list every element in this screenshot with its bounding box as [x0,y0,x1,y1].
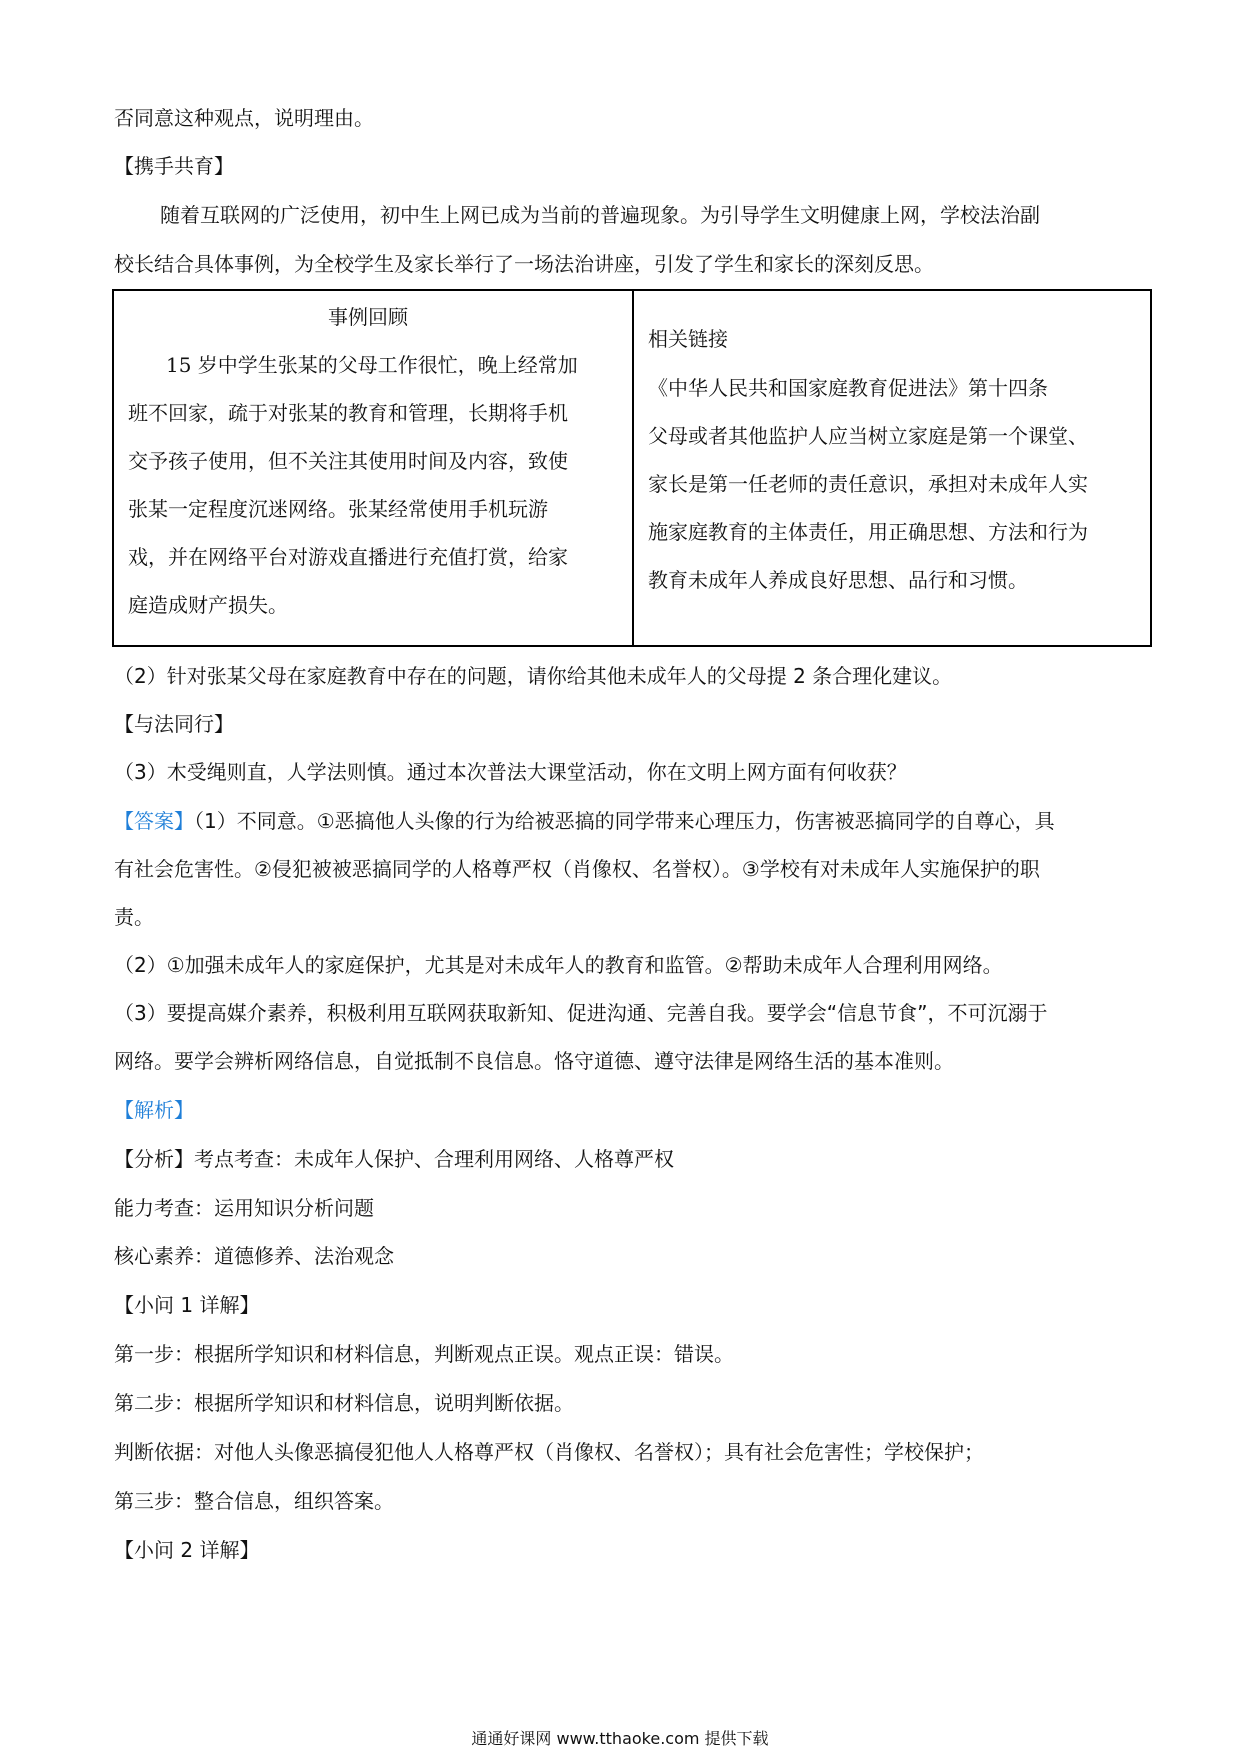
case-review-title: 事例回顾 [328,305,408,329]
section-heading-together: 【携手共育】 [114,154,234,178]
answer-line-1 [114,807,1055,835]
related-link-line: 父母或者其他监护人应当树立家庭是第一个课堂、 [648,424,1088,448]
question-3: （3）木受绳则直，人学法则慎。通过本次普法大课堂活动，你在文明上网方面有何收获？ [114,760,907,784]
related-link-title: 相关链接 [648,327,728,351]
case-review-cell [113,290,633,646]
related-link-line: 家长是第一任老师的责任意识，承担对未成年人实 [648,472,1088,496]
answer-line: 责。 [114,905,154,929]
related-link-line: 教育未成年人养成良好思想、品行和习惯。 [648,568,1028,592]
analysis-line: 第三步：整合信息，组织答案。 [114,1489,394,1513]
case-review-line: 庭造成财产损失。 [128,593,288,617]
together-paragraph-line: 随着互联网的广泛使用，初中生上网已成为当前的普遍现象。为引导学生文明健康上网，学校法治副 [160,203,1040,227]
section-heading-law: 【与法同行】 [114,712,234,736]
answer-text: （1）不同意。①恶搞他人头像的行为给被恶搞的同学带来心理压力，伤害被恶搞同学的自尊心，具 [194,809,1055,833]
case-table [112,289,1152,647]
analysis-line: 【小问 1 详解】 [114,1293,260,1317]
related-link-line: 《中华人民共和国家庭教育促进法》第十四条 [648,376,1048,400]
analysis-line: 【小问 2 详解】 [114,1538,260,1562]
answer-line: 网络。要学会辨析网络信息，自觉抵制不良信息。恪守道德、遵守法律是网络生活的基本准则。 [114,1049,954,1073]
answer-label: 【答案】 [114,809,194,833]
analysis-label: 【解析】 [114,1098,194,1122]
analysis-line: 核心素养：道德修养、法治观念 [114,1244,394,1268]
analysis-line: 第一步：根据所学知识和材料信息，判断观点正误。观点正误：错误。 [114,1342,734,1366]
analysis-line: 【分析】考点考查：未成年人保护、合理利用网络、人格尊严权 [114,1147,674,1171]
analysis-line: 判断依据：对他人头像恶搞侵犯他人人格尊严权（肖像权、名誉权）；具有社会危害性；学校保护； [114,1440,984,1464]
case-review-line: 15 岁中学生张某的父母工作很忙，晚上经常加 [166,353,578,377]
case-review-line: 班不回家，疏于对张某的教育和管理，长期将手机 [128,401,568,425]
answer-line: 有社会危害性。②侵犯被被恶搞同学的人格尊严权（肖像权、名誉权）。③学校有对未成年人实施保护的职 [114,857,1040,881]
case-review-line: 戏，并在网络平台对游戏直播进行充值打赏，给家 [128,545,568,569]
together-paragraph-line: 校长结合具体事例，为全校学生及家长举行了一场法治讲座，引发了学生和家长的深刻反思。 [114,252,934,276]
analysis-line: 第二步：根据所学知识和材料信息，说明判断依据。 [114,1391,574,1415]
related-link-line: 施家庭教育的主体责任，用正确思想、方法和行为 [648,520,1088,544]
answer-line: （2）①加强未成年人的家庭保护，尤其是对未成年人的教育和监管。②帮助未成年人合理利用网络。 [114,953,1003,977]
analysis-line: 能力考查：运用知识分析问题 [114,1196,374,1220]
page-footer: 通通好课网 www.tthaoke.com 提供下载 [471,1729,769,1748]
question-2: （2）针对张某父母在家庭教育中存在的问题，请你给其他未成年人的父母提 2 条合理化建议。 [114,664,953,688]
related-link-cell [633,290,1151,646]
answer-line: （3）要提高媒介素养，积极利用互联网获取新知、促进沟通、完善自我。要学会“信息节食”，不可沉溺于 [114,1001,1048,1025]
case-review-line: 张某一定程度沉迷网络。张某经常使用手机玩游 [128,497,548,521]
case-review-line: 交予孩子使用，但不关注其使用时间及内容，致使 [128,449,568,473]
intro-tail: 否同意这种观点，说明理由。 [114,106,374,130]
